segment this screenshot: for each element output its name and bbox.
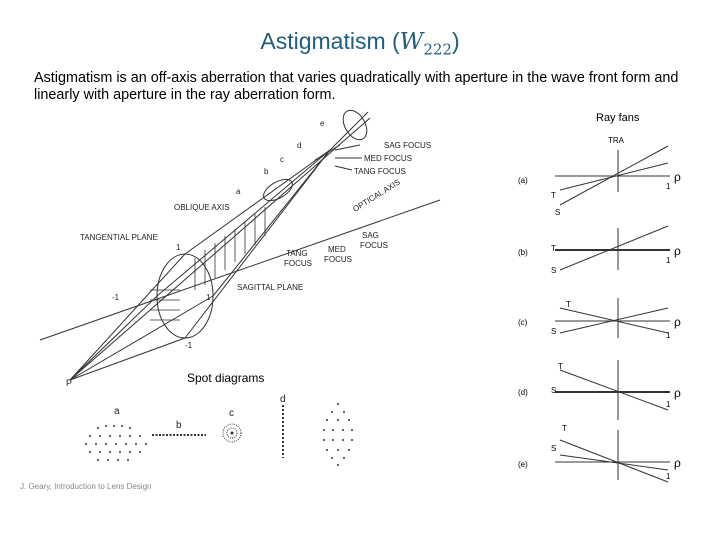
optical-axis-line: [40, 200, 440, 340]
label-tang-l1: TANG: [286, 249, 308, 258]
ray-fans-axis-label: TRA: [608, 136, 624, 145]
spot-label-a: a: [114, 406, 120, 417]
label-tangential-plane: TANGENTIAL PLANE: [80, 233, 158, 242]
ray-fans: [555, 146, 670, 482]
title-suffix: ): [451, 28, 460, 54]
label-c: c: [280, 155, 284, 164]
title-symbol: $W_{222}$: [399, 29, 452, 59]
label-b: b: [264, 167, 269, 176]
label-one-right: 1: [206, 293, 211, 302]
panel-a-rho: ρ: [674, 170, 681, 184]
panel-e-t: T: [562, 424, 567, 433]
panel-d-one: 1: [666, 400, 671, 409]
label-med-l2: FOCUS: [324, 255, 352, 264]
label-sag-l2: FOCUS: [360, 241, 388, 250]
panel-c-rho: ρ: [674, 315, 681, 329]
label-tang-focus-top: TANG FOCUS: [354, 167, 406, 176]
label-minus-one-left: -1: [112, 293, 120, 302]
description-text: Astigmatism is an off-axis aberration that varies quadratically with aperture in the wave front form and linearly with aperture in the ray aberration form.: [34, 70, 679, 103]
label-p: P: [66, 378, 73, 388]
label-minus-one-bottom: -1: [185, 341, 193, 350]
panel-c-t: T: [566, 300, 571, 309]
label-sag-l1: SAG: [362, 231, 379, 240]
panel-c-one: 1: [666, 331, 671, 340]
panel-e-one: 1: [666, 472, 671, 481]
panel-b-s: S: [551, 266, 557, 275]
ray-fans-title: Ray fans: [596, 112, 640, 124]
title-prefix: Astigmatism (: [260, 28, 400, 54]
spot-diagrams: [85, 394, 353, 466]
spot-label-b: b: [176, 420, 182, 431]
label-tang-l2: FOCUS: [284, 259, 312, 268]
label-a: a: [236, 187, 241, 196]
label-optical-axis: OPTICAL AXIS: [351, 177, 402, 214]
panel-b-one: 1: [666, 256, 671, 265]
panel-d-s: S: [551, 386, 557, 395]
panel-c-id: (c): [518, 318, 528, 327]
spot-label-c: c: [229, 408, 234, 419]
label-med-focus-top: MED FOCUS: [364, 154, 412, 163]
panel-e-s: S: [551, 444, 557, 453]
label-d: d: [297, 141, 302, 150]
spot-diagrams-title: Spot diagrams: [187, 371, 265, 385]
title-subscript: 222: [423, 40, 452, 59]
panel-c-s: S: [551, 327, 557, 336]
panel-d-t: T: [558, 362, 563, 371]
spot-label-d: d: [280, 394, 286, 405]
panel-b-id: (b): [518, 248, 528, 257]
panel-b-rho: ρ: [674, 244, 681, 258]
panel-b-t: T: [551, 244, 556, 253]
panel-e-rho: ρ: [674, 456, 681, 470]
label-oblique-axis: OBLIQUE AXIS: [174, 203, 230, 212]
panel-d-rho: ρ: [674, 386, 681, 400]
panel-e-id: (e): [518, 460, 528, 469]
panel-d-id: (d): [518, 388, 528, 397]
panel-a-t: T: [551, 191, 556, 200]
label-one-top: 1: [176, 243, 181, 252]
label-sag-focus-top: SAG FOCUS: [384, 141, 432, 150]
panel-a-s: S: [555, 208, 561, 217]
panel-a-one: 1: [666, 182, 671, 191]
citation: J. Geary, Introduction to Lens Design: [20, 482, 152, 491]
label-sagittal-plane: SAGITTAL PLANE: [237, 283, 304, 292]
panel-a-id: (a): [518, 176, 528, 185]
label-med-l1: MED: [328, 245, 346, 254]
label-e: e: [320, 119, 325, 128]
